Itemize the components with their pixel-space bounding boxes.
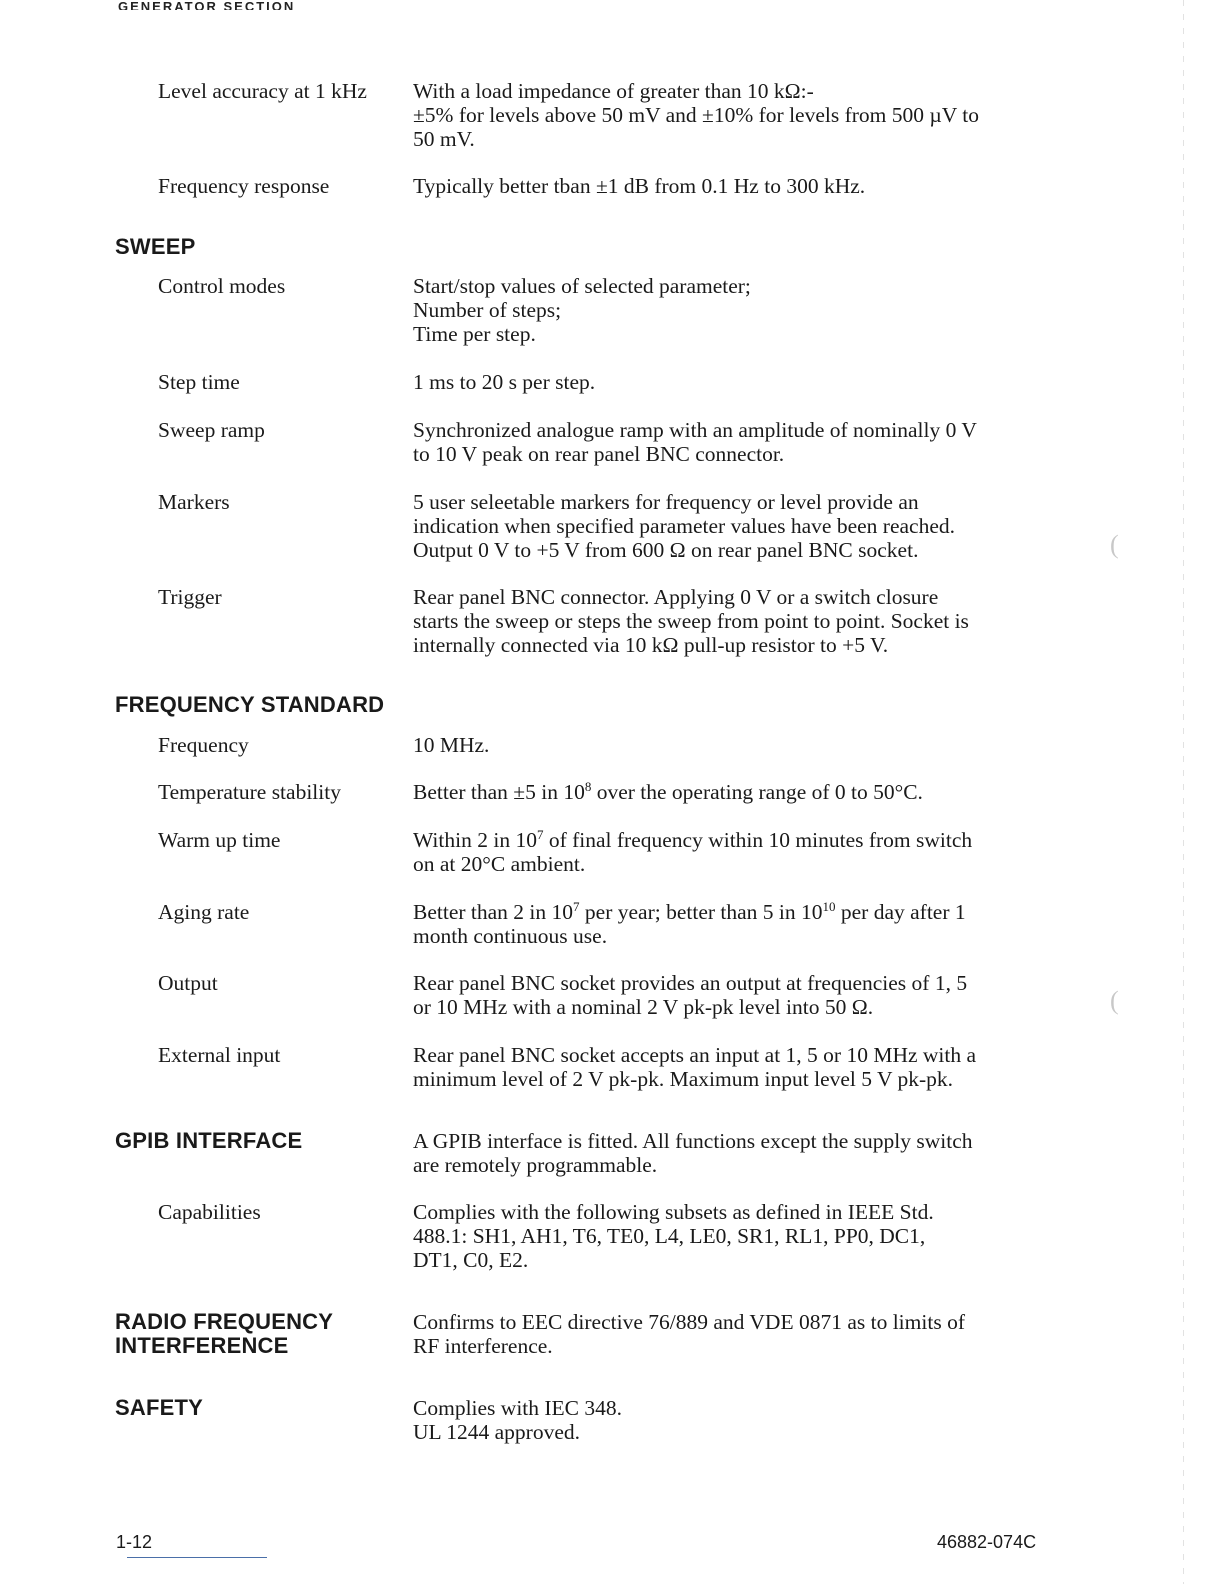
value-line: Start/stop values of selected parameter; — [413, 274, 751, 298]
spec-value: Typically better tban ±1 dB from 0.1 Hz to 300 kHz. — [413, 174, 866, 198]
spec-label: Output — [158, 971, 218, 995]
value-text: Better than ±5 in 10 — [413, 780, 585, 804]
value-line: Confirms to EEC directive 76/889 and VDE 0871 as to limits of — [413, 1310, 965, 1334]
value-text: of final frequency within 10 minutes from switch — [543, 828, 973, 852]
value-text: per year; better than 5 in 10 — [579, 900, 823, 924]
spec-label: Markers — [158, 490, 230, 514]
section-heading-sweep: SWEEP — [115, 234, 196, 259]
value-line: Number of steps; — [413, 298, 562, 322]
spec-value — [413, 780, 1046, 804]
value-line: indication when specified parameter values have been reached. — [413, 514, 956, 538]
value-line: Rear panel BNC socket provides an output at frequencies of 1, 5 — [413, 971, 968, 995]
spec-label: Frequency response — [158, 174, 330, 198]
binder-hole-mark: ( — [1110, 986, 1119, 1015]
spec-value — [413, 1043, 1046, 1091]
spec-label: Temperature stability — [158, 780, 341, 804]
value-line: are remotely programmable. — [413, 1153, 658, 1177]
spec-value: 1 ms to 20 s per step. — [413, 370, 596, 394]
spec-value — [413, 900, 1046, 948]
value-line: 488.1: SH1, AH1, T6, TE0, L4, LE0, SR1, RL1, PP0, DC1, — [413, 1224, 926, 1248]
value-line: DT1, C0, E2. — [413, 1248, 529, 1272]
spec-label: Step time — [158, 370, 240, 394]
section-heading-rfi — [115, 1310, 333, 1358]
value-line: on at 20°C ambient. — [413, 852, 586, 876]
spec-value — [413, 585, 1046, 657]
spec-value — [413, 1129, 1046, 1177]
value-line: UL 1244 approved. — [413, 1420, 580, 1444]
heading-line: INTERFERENCE — [115, 1333, 289, 1358]
spec-label: Sweep ramp — [158, 418, 265, 442]
spec-value: 10 MHz. — [413, 733, 490, 757]
exponent: 10 — [822, 899, 836, 914]
spec-label: External input — [158, 1043, 281, 1067]
footer-rule — [127, 1557, 267, 1558]
value-line: Complies with IEC 348. — [413, 1396, 623, 1420]
value-line: RF interference. — [413, 1334, 553, 1358]
spec-value — [413, 79, 1046, 151]
value-line: minimum level of 2 V pk-pk. Maximum input level 5 V pk-pk. — [413, 1067, 954, 1091]
spec-label: Capabilities — [158, 1200, 261, 1224]
value-line: starts the sweep or steps the sweep from point to point. Socket is — [413, 609, 969, 633]
section-heading-safety: SAFETY — [115, 1395, 203, 1420]
exponent: 7 — [573, 899, 580, 914]
value-line: to 10 V peak on rear panel BNC connector. — [413, 442, 785, 466]
value-line: 5 user seleetable markers for frequency or level provide an — [413, 490, 919, 514]
value-line — [413, 900, 1046, 924]
running-header: GENERATOR SECTION — [118, 0, 296, 10]
spec-label: Level accuracy at 1 kHz — [158, 79, 367, 103]
scan-edge-mark — [1183, 0, 1184, 1584]
value-line: Time per step. — [413, 322, 536, 346]
value-line: month continuous use. — [413, 924, 608, 948]
binder-hole-mark: ( — [1110, 530, 1119, 559]
exponent: 8 — [584, 779, 592, 794]
spec-label: Frequency — [158, 733, 249, 757]
document-number: 46882-074C — [937, 1532, 1037, 1552]
heading-line: RADIO FREQUENCY — [115, 1309, 334, 1334]
value-text: Better than 2 in 10 — [413, 900, 574, 924]
spec-label: Warm up time — [158, 828, 281, 852]
value-line: With a load impedance of greater than 10 kΩ:- — [413, 79, 814, 103]
exponent: 7 — [536, 827, 544, 842]
value-line: Synchronized analogue ramp with an amplitude of nominally 0 V — [413, 418, 977, 442]
value-line: ±5% for levels above 50 mV and ±10% for levels from 500 µV to — [413, 103, 980, 127]
value-line: internally connected via 10 kΩ pull-up resistor to +5 V. — [413, 633, 889, 657]
spec-value — [413, 274, 1046, 346]
spec-value — [413, 490, 1046, 562]
value-text: over the operating range of 0 to 50°C. — [591, 780, 923, 804]
spec-value — [413, 1396, 1046, 1444]
value-line: Complies with the following subsets as defined in IEEE Std. — [413, 1200, 934, 1224]
section-heading-frequency-standard: FREQUENCY STANDARD — [115, 692, 385, 717]
value-line — [413, 828, 1046, 852]
spec-label: Trigger — [158, 585, 222, 609]
value-line: Rear panel BNC connector. Applying 0 V or a switch closure — [413, 585, 939, 609]
spec-value — [413, 1310, 1046, 1358]
value-line: Rear panel BNC socket accepts an input at 1, 5 or 10 MHz with a — [413, 1043, 977, 1067]
spec-label: Aging rate — [158, 900, 250, 924]
value-text: per day after 1 — [835, 900, 966, 924]
spec-value — [413, 418, 1046, 466]
value-line: A GPIB interface is fitted. All functions except the supply switch — [413, 1129, 973, 1153]
value-line: 50 mV. — [413, 127, 475, 151]
spec-value — [413, 1200, 1046, 1272]
spec-value — [413, 971, 1046, 1019]
value-line: or 10 MHz with a nominal 2 V pk-pk level into 50 Ω. — [413, 995, 874, 1019]
spec-label: Control modes — [158, 274, 286, 298]
page-number: 1-12 — [116, 1532, 153, 1552]
value-text: Within 2 in 10 — [413, 828, 537, 852]
section-heading-gpib-interface: GPIB INTERFACE — [115, 1128, 303, 1153]
spec-value — [413, 828, 1046, 876]
value-line: Output 0 V to +5 V from 600 Ω on rear panel BNC socket. — [413, 538, 919, 562]
